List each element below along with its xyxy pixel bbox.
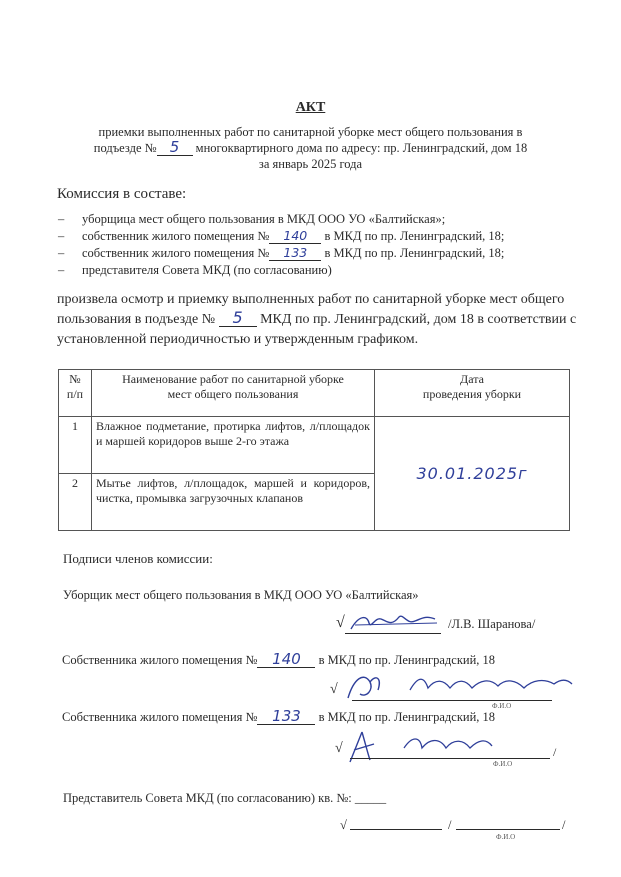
subtitle-line-2 [40, 138, 581, 156]
council-rep-line: Представитель Совета МКД (по согласованию) кв. №: _____ [63, 791, 387, 805]
date-cell [375, 417, 570, 531]
owner-1-apartment-field: 140 [269, 229, 321, 244]
cleaner-name: /Л.В. Шаранова/ [448, 617, 536, 631]
header-work-name: Наименование работ по санитарной уборке мест общего пользования [92, 370, 375, 417]
commission-item-cleaner: – уборщица мест общего пользования в МКД ООО УО «Балтийская»; [58, 212, 446, 226]
check-mark-4: √ [340, 818, 347, 832]
act-title: АКТ [295, 100, 326, 115]
check-mark-1: √ [336, 614, 345, 631]
commission-heading: Комиссия в составе: [57, 186, 187, 202]
council-slash-1: / [448, 818, 452, 832]
commission-list [58, 211, 504, 279]
statement-line-3: установленной периодичностью и утвержденным графиком. [57, 332, 419, 347]
entrance-number-field [157, 138, 193, 156]
owner-1-line: Собственника жилого помещения № 140 в МКД по пр. Ленинградский, 18 [62, 650, 496, 668]
subtitle-line-2-a: подъезде № [93, 141, 157, 155]
row-2-text: Мытье лифтов, л/площадок, маршей и коридоров, чистка, промывка загрузочных клапанов [92, 474, 375, 531]
row-2-number: 2 [59, 474, 92, 531]
statement-line-2: пользования в подъезде № 5 МКД по пр. Ленинградский, дом 18 в соответствии с [57, 308, 577, 327]
statement-entrance-field: 5 [219, 311, 257, 327]
works-table [58, 369, 570, 531]
check-mark-2: √ [330, 682, 338, 697]
council-slash-2: / [562, 818, 566, 832]
cleaner-signature-line [345, 611, 441, 634]
cleaner-signature [345, 611, 441, 633]
table-header-row [59, 370, 570, 417]
subtitle-line-2-b: многоквартирного дома по адресу: пр. Ленинградский, дом 18 [195, 141, 528, 155]
owner-1-sign-line [352, 700, 552, 701]
header-number: № п/п [59, 370, 92, 417]
fio-label-2: Ф.И.О [493, 760, 513, 768]
subtitle-line-1: приемки выполненных работ по санитарной уборке мест общего пользования в [98, 125, 523, 139]
fio-label-1: Ф.И.О [492, 702, 512, 710]
check-mark-3: √ [335, 741, 343, 756]
handwritten-date: 30.01.2025г [416, 464, 528, 483]
commission-item-owner-2: – собственник жилого помещения № 133 в МКД по пр. Ленинградский, 18; [58, 245, 505, 260]
commission-item-owner-1: – собственник жилого помещения № 140 в МКД по пр. Ленинградский, 18; [58, 228, 505, 243]
handwritten-entrance-number: 5 [169, 138, 180, 156]
owner-2-line: Собственника жилого помещения № 133 в МКД по пр. Ленинградский, 18 [62, 707, 496, 725]
statement-line-1: произвела осмотр и приемку выполненных работ по санитарной уборке мест общего [57, 292, 565, 307]
row-1-text: Влажное подметание, протирка лифтов, л/площадок и маршей коридоров выше 2-го этажа [92, 417, 375, 474]
owner-2-slash: / [553, 745, 557, 759]
fio-label-3: Ф.И.О [496, 833, 516, 841]
subtitle-line-3: за январь 2025 года [258, 157, 363, 171]
row-1-number: 1 [59, 417, 92, 474]
header-date: Дата проведения уборки [375, 370, 570, 417]
signatures-heading: Подписи членов комиссии: [63, 551, 213, 566]
table-row [59, 417, 570, 474]
council-sign-line [350, 829, 442, 830]
owner-1-signature [340, 668, 580, 702]
council-name-line [456, 829, 560, 830]
owner-2-apartment-field: 133 [269, 246, 321, 261]
commission-item-council: – представителя Совета МКД (по согласованию) [58, 263, 332, 277]
owner-2-number-field: 133 [257, 710, 315, 725]
owner-2-sign-line [350, 758, 550, 759]
cleaner-line: Уборщик мест общего пользования в МКД ООО УО «Балтийская» [63, 588, 419, 602]
statement-paragraph [57, 290, 587, 350]
owner-1-number-field: 140 [257, 653, 315, 668]
